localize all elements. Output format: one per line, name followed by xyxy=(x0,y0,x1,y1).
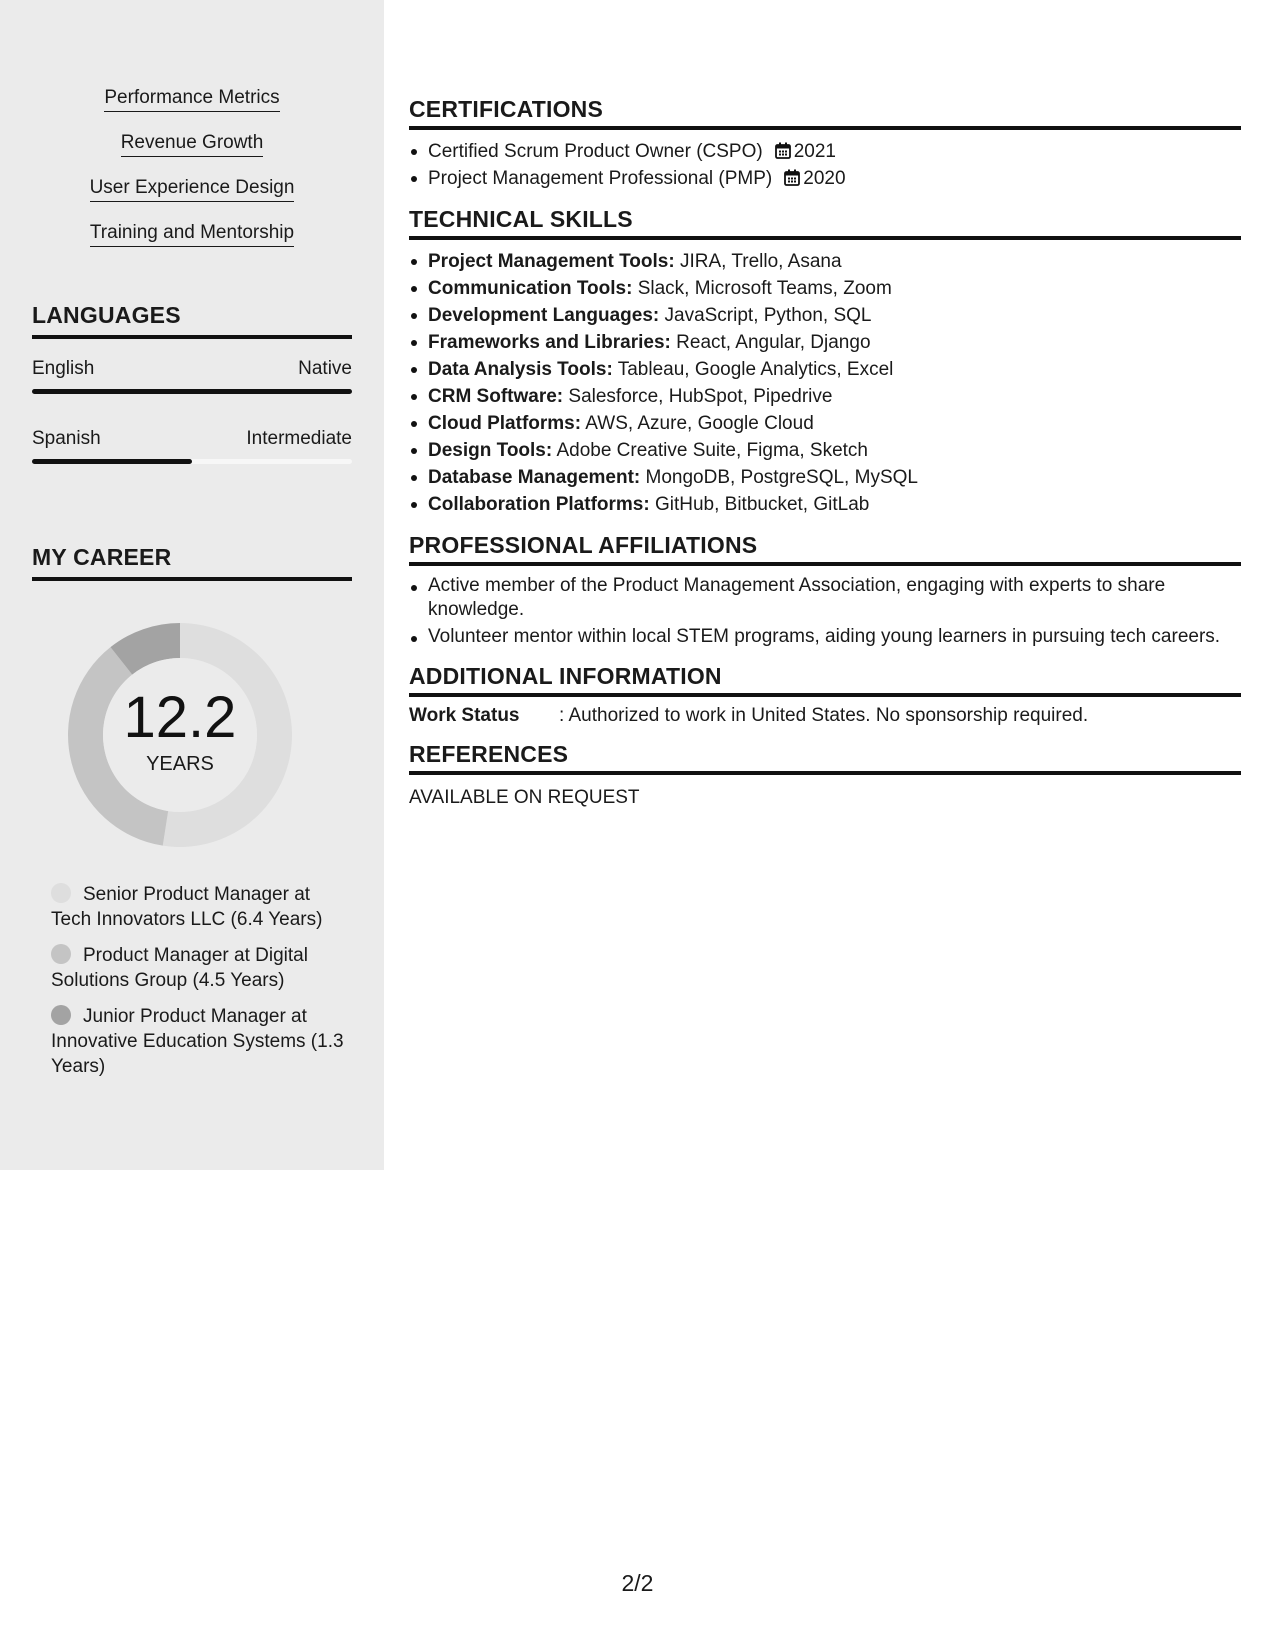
technical-skill-label: Collaboration Platforms: xyxy=(428,494,650,515)
career-legend-text: Senior Product Manager at Tech Innovators LLC (6.4 Years) xyxy=(51,884,323,930)
career-legend xyxy=(51,882,351,1090)
technical-skill-value: AWS, Azure, Google Cloud xyxy=(581,413,814,434)
language-level: Native xyxy=(298,358,352,379)
references-section xyxy=(409,741,1241,809)
technical-skill-item xyxy=(428,464,1241,491)
certification-name: Certified Scrum Product Owner (CSPO) xyxy=(428,141,763,162)
technical-skill-item xyxy=(428,248,1241,275)
skill-row xyxy=(0,176,384,221)
technical-skill-label: Database Management: xyxy=(428,467,641,488)
career-legend-text: Junior Product Manager at Innovative Education Systems (1.3 Years) xyxy=(51,1006,344,1077)
technical-skill-label: Cloud Platforms: xyxy=(428,413,582,434)
technical-skill-value: Salesforce, HubSpot, Pipedrive xyxy=(563,386,833,407)
affiliations-list xyxy=(409,574,1241,649)
technical-skill-item xyxy=(428,491,1241,518)
certifications-heading: CERTIFICATIONS xyxy=(409,96,1241,130)
skill-tag: Revenue Growth xyxy=(121,131,264,157)
career-legend-item xyxy=(51,882,351,932)
additional-info-section xyxy=(409,663,1241,727)
work-status-row xyxy=(409,705,1241,727)
language-item-spanish xyxy=(32,428,352,464)
language-level: Intermediate xyxy=(246,428,352,449)
legend-dot-icon xyxy=(51,1005,71,1025)
technical-skill-value: JIRA, Trello, Asana xyxy=(674,251,842,272)
certification-item xyxy=(428,165,1241,192)
technical-skill-label: Data Analysis Tools: xyxy=(428,359,613,380)
career-donut-center xyxy=(65,620,295,850)
skill-tag: User Experience Design xyxy=(90,176,295,202)
career-legend-text: Product Manager at Digital Solutions Group (4.5 Years) xyxy=(51,945,308,991)
technical-skill-value: Adobe Creative Suite, Figma, Sketch xyxy=(552,440,868,461)
technical-skills-list xyxy=(409,248,1241,518)
references-heading: REFERENCES xyxy=(409,741,1241,775)
career-legend-item xyxy=(51,1004,351,1079)
technical-skill-label: Frameworks and Libraries: xyxy=(428,332,671,353)
language-bar-fill xyxy=(32,389,352,394)
calendar-icon xyxy=(784,169,800,186)
certifications-list xyxy=(409,138,1241,192)
technical-skill-item xyxy=(428,383,1241,410)
technical-skill-value: React, Angular, Django xyxy=(670,332,871,353)
technical-skill-item xyxy=(428,410,1241,437)
technical-skills-heading: TECHNICAL SKILLS xyxy=(409,206,1241,240)
certification-year: 2021 xyxy=(793,141,836,162)
language-name: Spanish xyxy=(32,428,101,449)
references-text: AVAILABLE ON REQUEST xyxy=(409,787,640,808)
languages-heading: LANGUAGES xyxy=(32,302,352,339)
skill-row xyxy=(0,86,384,131)
technical-skill-value: MongoDB, PostgreSQL, MySQL xyxy=(640,467,918,488)
technical-skill-item xyxy=(428,356,1241,383)
certification-name: Project Management Professional (PMP) xyxy=(428,168,773,189)
skill-row xyxy=(0,131,384,176)
affiliation-item: Active member of the Product Management Association, engaging with experts to share knowledge. xyxy=(428,574,1241,622)
affiliations-heading: PROFESSIONAL AFFILIATIONS xyxy=(409,532,1241,566)
calendar-icon xyxy=(775,142,791,159)
career-heading: MY CAREER xyxy=(32,544,352,581)
language-item-english xyxy=(32,358,352,394)
affiliation-item: Volunteer mentor within local STEM programs, aiding young learners in pursuing tech careers. xyxy=(428,625,1241,649)
career-donut-chart xyxy=(65,620,295,850)
career-total-years: 12.2 xyxy=(123,684,237,750)
language-bar xyxy=(32,459,352,464)
technical-skill-item xyxy=(428,275,1241,302)
work-status-value: : Authorized to work in United States. No sponsorship required. xyxy=(559,705,1089,726)
technical-skill-item xyxy=(428,437,1241,464)
skills-list xyxy=(0,86,384,266)
technical-skill-value: JavaScript, Python, SQL xyxy=(659,305,872,326)
technical-skill-label: CRM Software: xyxy=(428,386,564,407)
work-status-label: Work Status xyxy=(409,705,520,726)
certification-year: 2020 xyxy=(803,168,846,189)
technical-skill-label: Communication Tools: xyxy=(428,278,633,299)
certifications-section xyxy=(409,96,1241,192)
skill-row xyxy=(0,221,384,266)
legend-dot-icon xyxy=(51,883,71,903)
technical-skills-section xyxy=(409,206,1241,518)
skill-tag: Training and Mentorship xyxy=(90,221,294,247)
affiliations-section xyxy=(409,532,1241,649)
certification-item xyxy=(428,138,1241,165)
additional-info-heading: ADDITIONAL INFORMATION xyxy=(409,663,1241,697)
sidebar xyxy=(0,0,384,1170)
skill-tag: Performance Metrics xyxy=(104,86,279,112)
legend-dot-icon xyxy=(51,944,71,964)
page-number: 2/2 xyxy=(621,1570,654,1596)
technical-skill-value: Slack, Microsoft Teams, Zoom xyxy=(632,278,892,299)
main-content xyxy=(409,96,1241,823)
language-bar xyxy=(32,389,352,394)
technical-skill-label: Design Tools: xyxy=(428,440,553,461)
language-name: English xyxy=(32,358,95,379)
technical-skill-item xyxy=(428,302,1241,329)
technical-skill-label: Development Languages: xyxy=(428,305,660,326)
technical-skill-value: Tableau, Google Analytics, Excel xyxy=(612,359,894,380)
technical-skill-value: GitHub, Bitbucket, GitLab xyxy=(649,494,870,515)
career-total-unit: YEARS xyxy=(146,752,214,775)
technical-skill-label: Project Management Tools: xyxy=(428,251,675,272)
career-legend-item xyxy=(51,943,351,993)
technical-skill-item xyxy=(428,329,1241,356)
language-bar-fill xyxy=(32,459,192,464)
